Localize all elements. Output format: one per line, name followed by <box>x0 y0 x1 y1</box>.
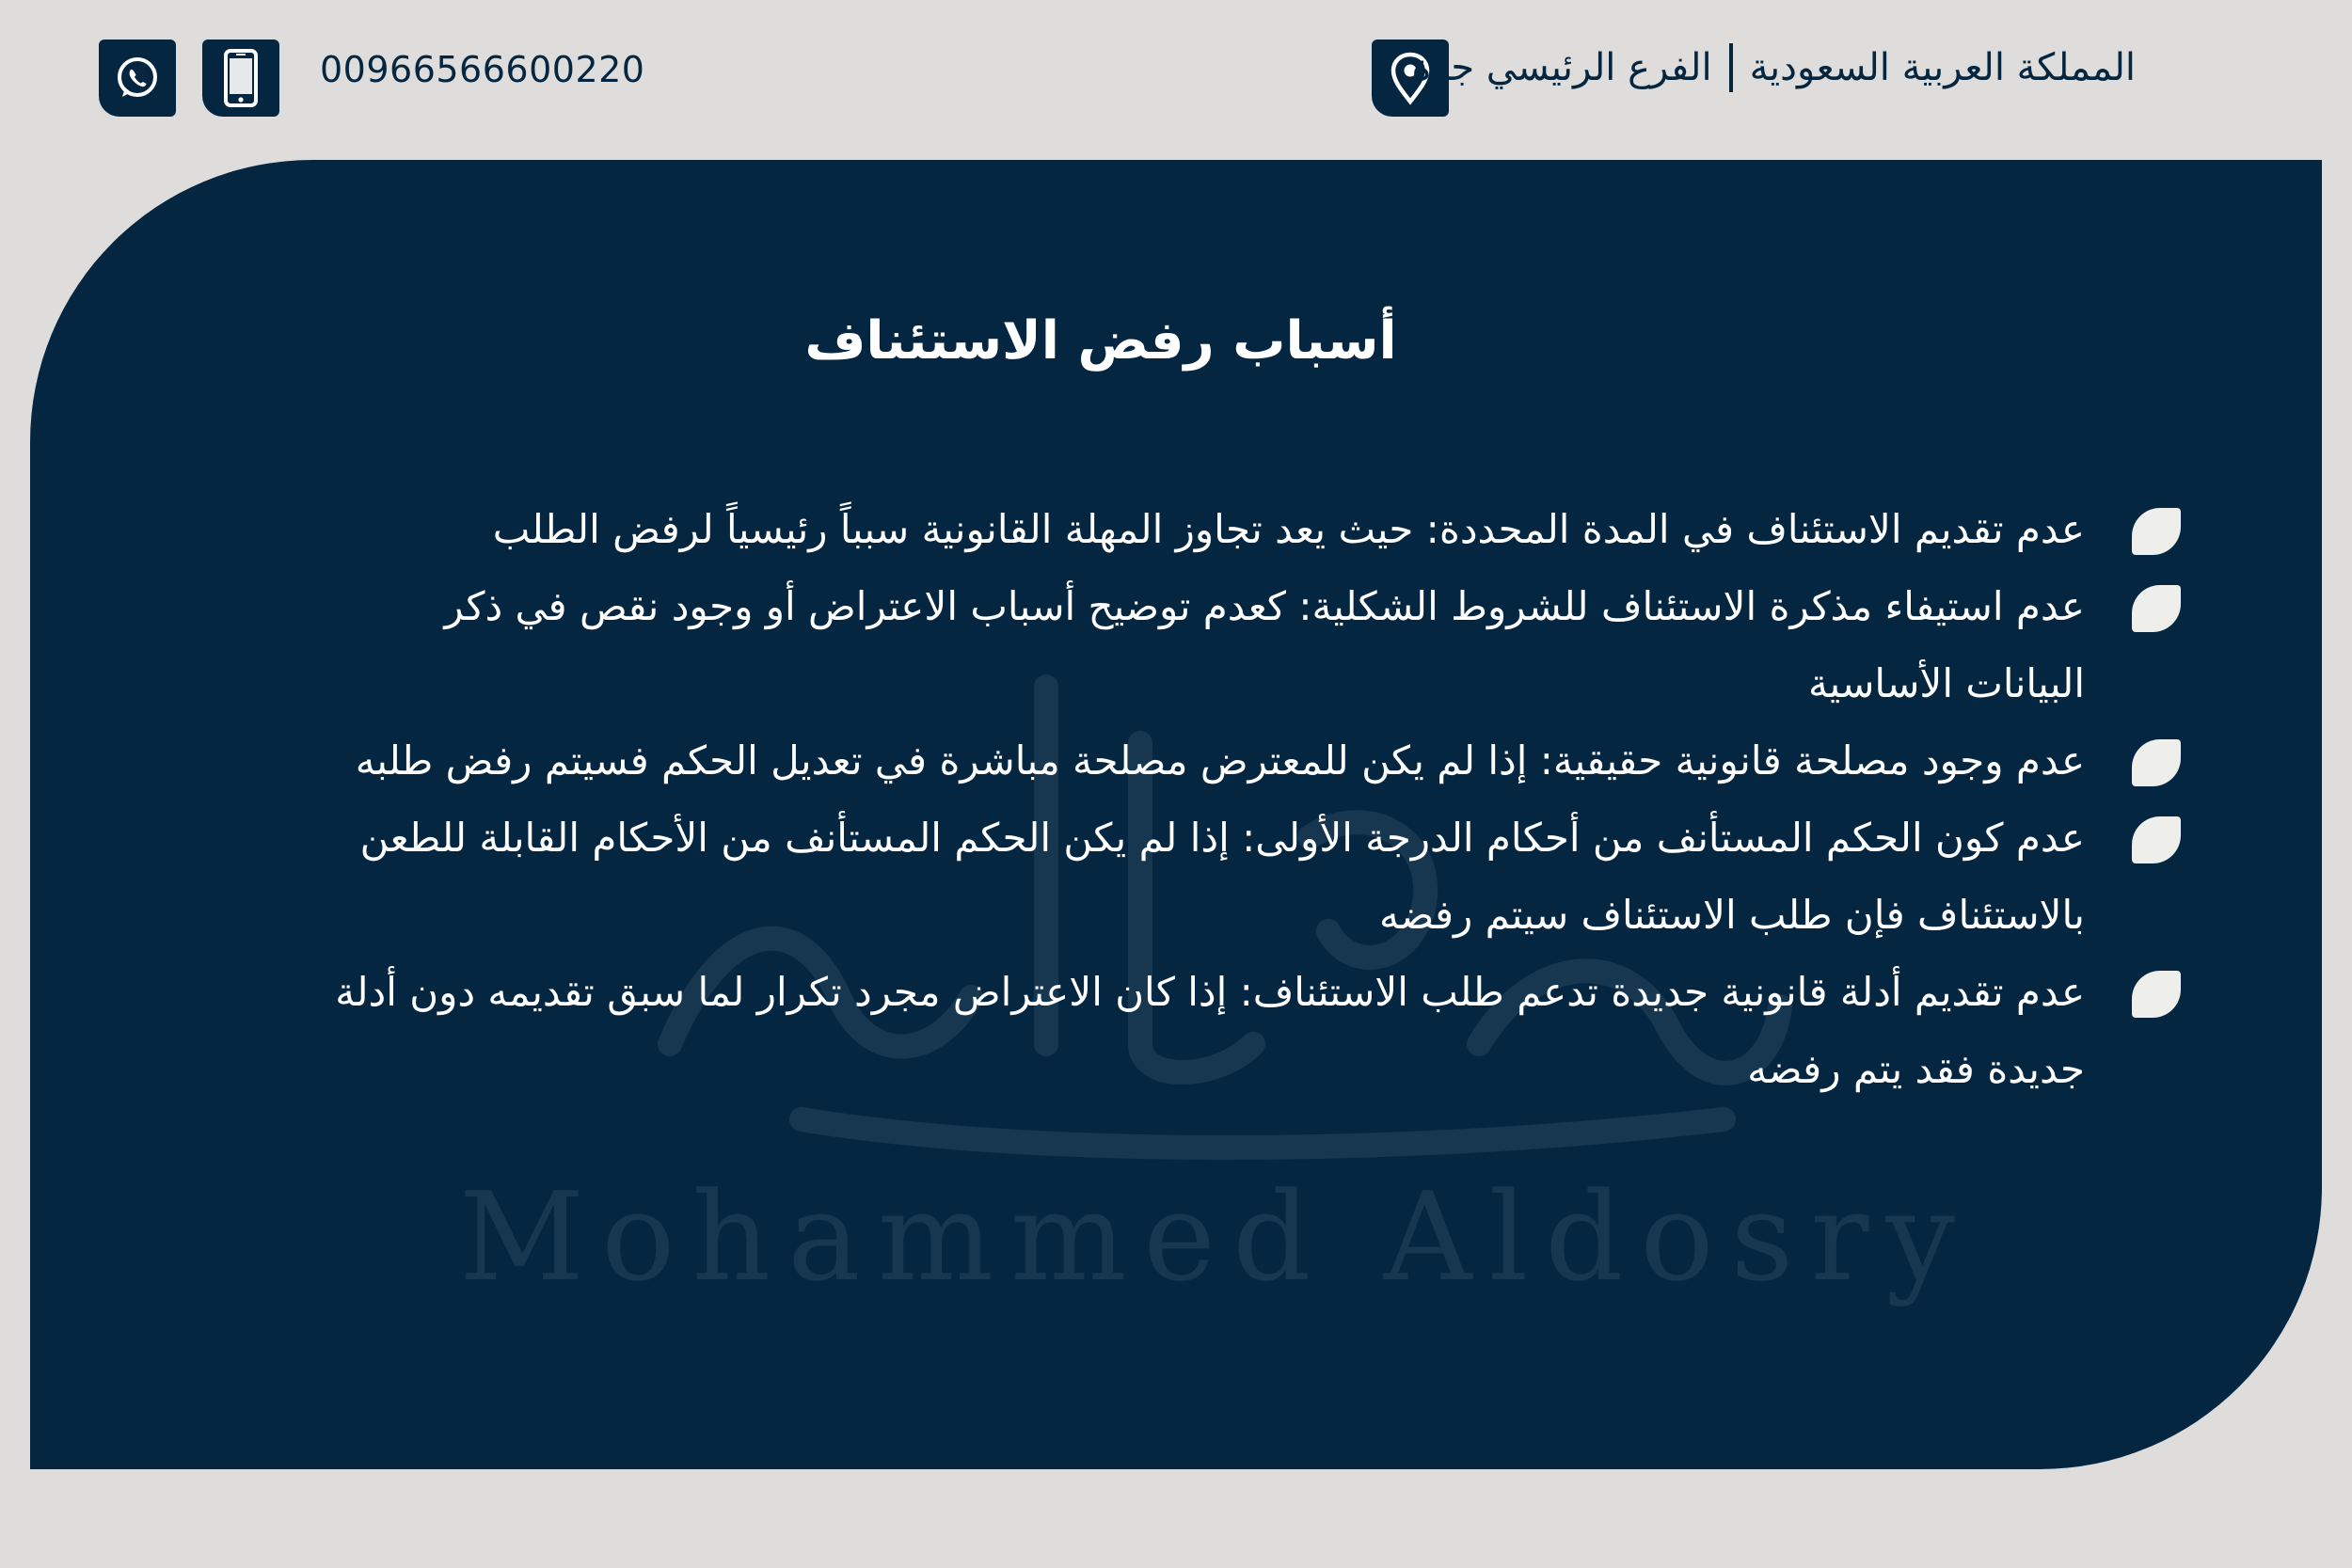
phone-number[interactable]: 00966566600220 <box>320 49 645 90</box>
branch-text: الفرع الرئيسي جدة <box>1411 46 1712 89</box>
top-bar <box>0 0 2352 160</box>
list-item-text: عدم وجود مصلحة قانونية حقيقية: إذا لم يكن للمعترض مصلحة مباشرة في تعديل الحكم فسيتم رفض طلبه <box>355 737 2085 784</box>
phone-button[interactable] <box>202 40 279 117</box>
list-item <box>318 568 2181 722</box>
list-item-text: عدم تقديم الاستئناف في المدة المحددة: حيث يعد تجاوز المهلة القانونية سبباً رئيسياً لرفض الطلب <box>492 506 2085 552</box>
address-separator <box>1729 43 1733 92</box>
list-item <box>318 800 2181 954</box>
phone-icon <box>222 49 260 107</box>
whatsapp-button[interactable] <box>99 40 176 117</box>
reasons-list <box>318 491 2181 1108</box>
bullet-icon <box>2132 816 2181 863</box>
bullet-icon <box>2132 585 2181 632</box>
bullet-icon <box>2132 971 2181 1018</box>
list-item-text: عدم كون الحكم المستأنف من أحكام الدرجة الأولى: إذا لم يكن الحكم المستأنف من الأحكام القابلة للطعن بالاستئناف فإن طلب الاستئناف سيتم رفضه <box>359 815 2085 938</box>
content-panel <box>30 160 2322 1469</box>
bullet-icon <box>2132 739 2181 786</box>
page-title: أسباب رفض الاستئناف <box>804 310 1397 372</box>
list-item-text: عدم استيفاء مذكرة الاستئناف للشروط الشكلية: كعدم توضيح أسباب الاعتراض أو وجود نقص في ذكر البيانات الأساسية <box>444 583 2085 706</box>
list-item <box>318 722 2181 800</box>
list-item-text: عدم تقديم أدلة قانونية جديدة تدعم طلب الاستئناف: إذا كان الاعتراض مجرد تكرار لما سبق تقديمه دون أدلة جديدة فقد يتم رفضه <box>335 969 2085 1092</box>
list-item <box>318 491 2181 568</box>
whatsapp-icon <box>113 54 162 103</box>
bullet-icon <box>2132 508 2181 555</box>
watermark-text: Mohammed Aldosry <box>459 1165 1972 1308</box>
country-text: المملكة العربية السعودية <box>1749 46 2136 89</box>
list-item <box>318 954 2181 1108</box>
address <box>1411 43 2136 92</box>
